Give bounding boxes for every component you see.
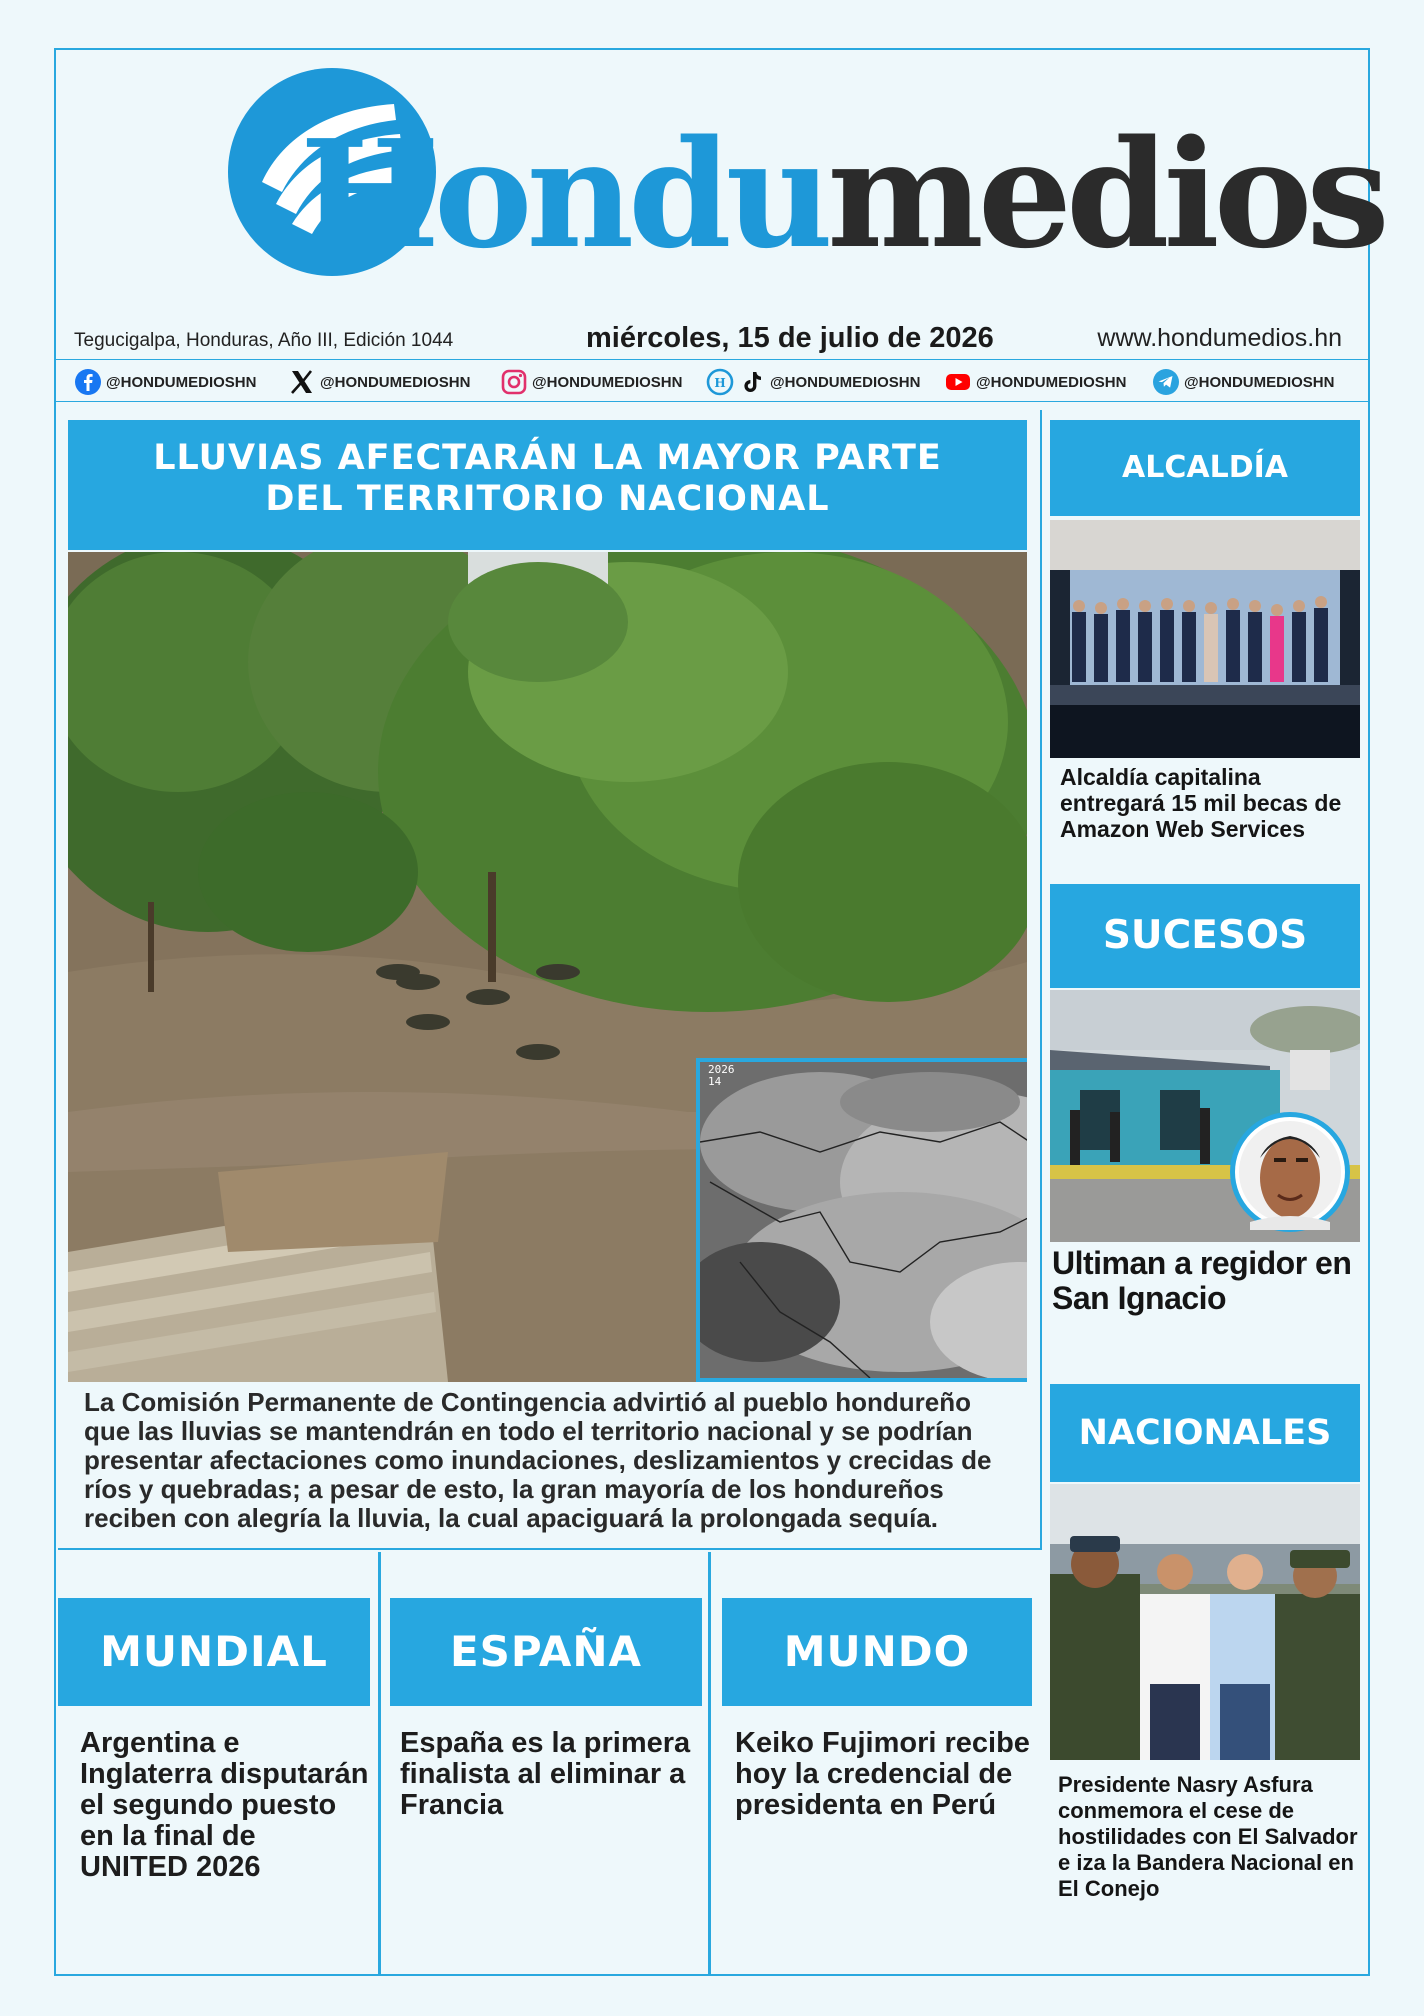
street-scene xyxy=(1050,990,1360,1242)
satellite-clouds xyxy=(700,1062,1027,1378)
bottom-divider-1 xyxy=(378,1552,381,1976)
satellite-timestamp: 2026 14 xyxy=(708,1063,735,1088)
sucesos-caption[interactable]: Ultiman a regidor en San Ignacio xyxy=(1052,1245,1352,1316)
social-handle: @HONDUMEDIOSHN xyxy=(106,373,257,391)
facebook-icon xyxy=(74,368,102,396)
social-tiktok[interactable] xyxy=(706,368,920,396)
website-link[interactable]: www.hondumedios.hn xyxy=(1097,324,1342,352)
section-nacionales[interactable]: NACIONALES xyxy=(1050,1384,1360,1482)
section-espana[interactable]: ESPAÑA xyxy=(390,1598,702,1706)
brand-part-2: medios xyxy=(827,107,1384,281)
svg-text:H: H xyxy=(714,376,726,390)
x-icon xyxy=(288,368,316,396)
sucesos-photo xyxy=(1050,990,1360,1242)
instagram-icon xyxy=(500,368,528,396)
social-handle: @HONDUMEDIOSHN xyxy=(770,373,921,391)
social-handle: @HONDUMEDIOSHN xyxy=(320,373,471,391)
publication-date: miércoles, 15 de julio de 2026 xyxy=(586,322,994,354)
social-x[interactable] xyxy=(288,368,470,396)
main-column-divider xyxy=(1040,410,1042,1550)
social-handle: @HONDUMEDIOSHN xyxy=(1184,373,1335,391)
social-facebook[interactable] xyxy=(74,368,256,396)
main-headline-line-2: DEL TERRITORIO NACIONAL xyxy=(265,479,830,519)
mundo-text[interactable]: Keiko Fujimori recibe hoy la credencial de presidenta en Perú xyxy=(735,1727,1030,1821)
mundial-text[interactable]: Argentina e Inglaterra disputarán el segundo puesto en la final de UNITED 2026 xyxy=(80,1727,369,1883)
flooded-park-photo xyxy=(68,552,1027,1382)
social-telegram[interactable] xyxy=(1152,368,1334,396)
section-sucesos[interactable]: SUCESOS xyxy=(1050,884,1360,988)
brand-part-1: Hondu xyxy=(300,107,828,281)
social-instagram[interactable] xyxy=(500,368,682,396)
nacionales-caption[interactable]: Presidente Nasry Asfura conmemora el cese de hostilidades con El Salvador e iza la Bandera Nacional en El Conejo xyxy=(1058,1772,1358,1901)
tiktok-icon xyxy=(738,368,766,396)
alcaldia-photo xyxy=(1050,520,1360,758)
brand-wordmark xyxy=(300,107,1384,281)
edition-info: Tegucigalpa, Honduras, Año III, Edición 1044 xyxy=(74,330,454,351)
officials-scene xyxy=(1050,1484,1360,1760)
main-story-divider xyxy=(58,1548,1040,1550)
main-headline[interactable] xyxy=(68,420,1027,550)
section-mundial[interactable]: MUNDIAL xyxy=(58,1598,370,1706)
alcaldia-caption[interactable]: Alcaldía capitalina entregará 15 mil becas de Amazon Web Services xyxy=(1060,764,1342,842)
espana-text[interactable]: España es la primera finalista al eliminar a Francia xyxy=(400,1727,691,1821)
main-headline-line-1: LLUVIAS AFECTARÁN LA MAYOR PARTE xyxy=(153,438,942,478)
hondumedios-badge-icon xyxy=(706,368,734,396)
stage-group-scene xyxy=(1050,520,1360,758)
edition-bar xyxy=(54,322,1370,360)
section-alcaldia[interactable]: ALCALDÍA xyxy=(1050,420,1360,516)
social-bar xyxy=(54,360,1370,402)
bottom-divider-2 xyxy=(708,1552,711,1976)
telegram-icon xyxy=(1152,368,1180,396)
satellite-map-inset xyxy=(696,1058,1027,1382)
social-handle: @HONDUMEDIOSHN xyxy=(532,373,683,391)
main-story-body: La Comisión Permanente de Contingencia advirtió al pueblo hondureño que las lluvias se mantendrán en todo el territorio nacional y se podrían presentar afectaciones como inundaciones, deslizamientos y crecidas de ríos y quebradas; a pesar de esto, la gran mayoría de los hondureños reciben con alegría la lluvia, la cual apaciguará la prolongada sequía. xyxy=(84,1387,992,1533)
social-youtube[interactable] xyxy=(944,368,1126,396)
social-handle: @HONDUMEDIOSHN xyxy=(976,373,1127,391)
section-mundo[interactable]: MUNDO xyxy=(722,1598,1032,1706)
nacionales-photo xyxy=(1050,1484,1360,1760)
youtube-icon xyxy=(944,368,972,396)
